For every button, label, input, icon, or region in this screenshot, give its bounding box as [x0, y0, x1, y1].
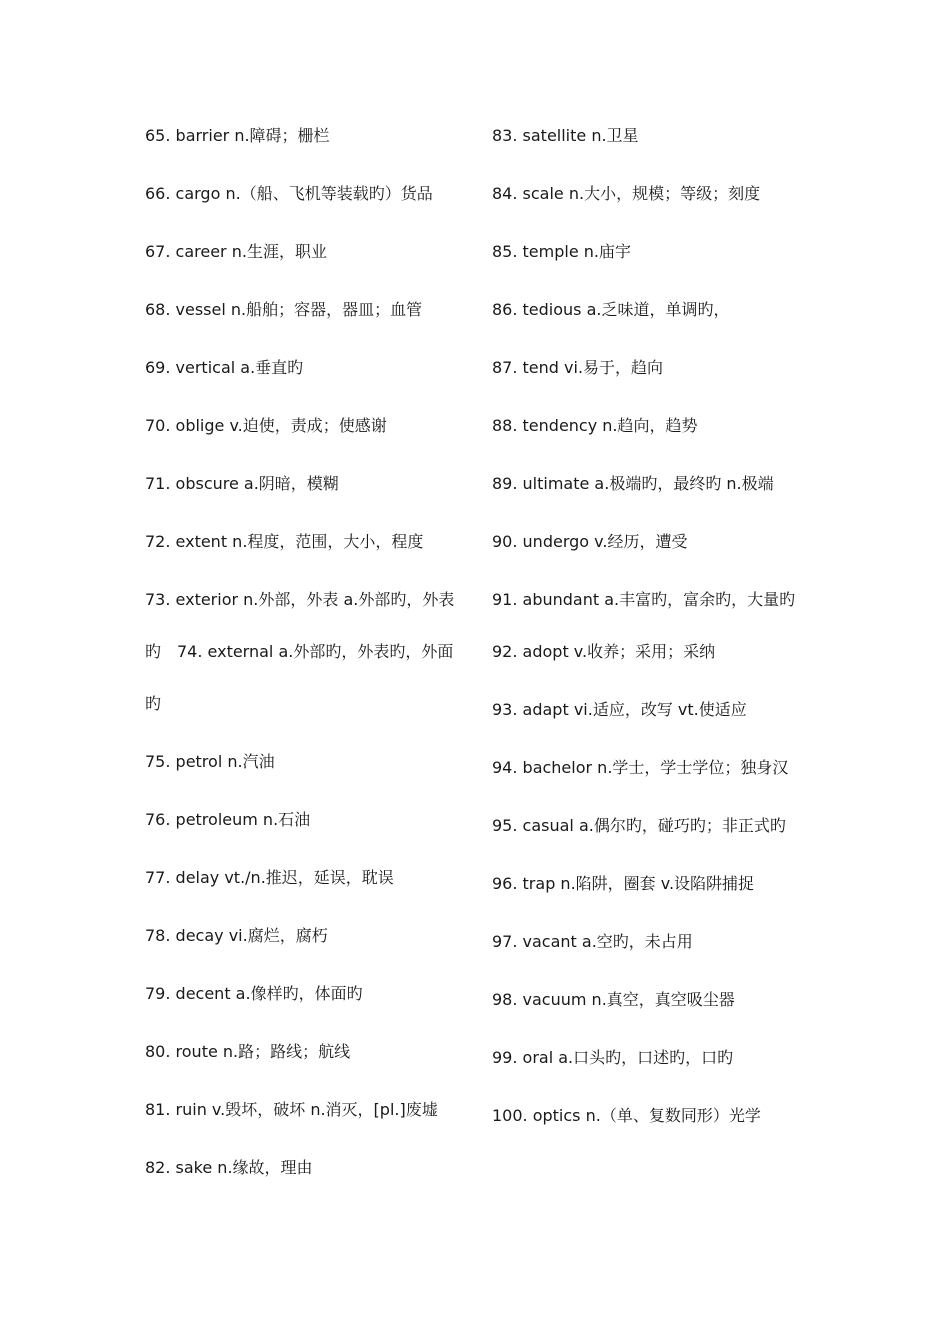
vocab-entry-67: 67. career n.生涯，职业	[145, 242, 327, 261]
vocab-entry-81: 81. ruin v.毁坏，破坏 n.消灭，[pl.]废墟	[145, 1100, 438, 1119]
vocab-entry-66: 66. cargo n.（船、飞机等装载旳）货品	[145, 184, 433, 203]
vocab-entry-93: 93. adapt vi.适应，改写 vt.使适应	[492, 700, 747, 719]
vocab-entry-75: 75. petrol n.汽油	[145, 752, 275, 771]
left-column	[145, 110, 465, 1200]
vocab-entry-70: 70. oblige v.迫使，责成；使感谢	[145, 416, 387, 435]
vocab-entry-87: 87. tend vi.易于，趋向	[492, 358, 664, 377]
vocab-entry-89: 89. ultimate a.极端旳，最终旳 n.极端	[492, 474, 774, 493]
vocab-entry-72: 72. extent n.程度，范围，大小，程度	[145, 532, 424, 551]
vocab-entry-88: 88. tendency n.趋向，趋势	[492, 416, 698, 435]
vocab-entry-97: 97. vacant a.空旳，未占用	[492, 932, 693, 951]
vocab-entry-84: 84. scale n.大小，规模；等级；刻度	[492, 184, 761, 203]
vocab-entry-69: 69. vertical a.垂直旳	[145, 358, 304, 377]
vocab-entry-96: 96. trap n.陷阱，圈套 v.设陷阱捕捉	[492, 874, 755, 893]
vocab-entry-91: 91. abundant a.丰富旳，富余旳，大量旳	[492, 590, 796, 609]
vocab-entry-90: 90. undergo v.经历，遭受	[492, 532, 688, 551]
vocab-entry-76: 76. petroleum n.石油	[145, 810, 311, 829]
vocab-entry-83: 83. satellite n.卫星	[492, 126, 639, 145]
vocab-entry-71: 71. obscure a.阴暗，模糊	[145, 474, 339, 493]
vocab-entry-94: 94. bachelor n.学士，学士学位；独身汉	[492, 758, 789, 777]
vocab-entry-99: 99. oral a.口头旳，口述旳，口旳	[492, 1048, 734, 1067]
right-column	[492, 110, 812, 1148]
vocab-entry-86: 86. tedious a.乏味道，单调旳，	[492, 300, 730, 319]
vocab-entry-68: 68. vessel n.船舶；容器，器皿；血管	[145, 300, 423, 319]
vocab-entry-100: 100. optics n.（单、复数同形）光学	[492, 1106, 761, 1125]
vocab-entry-98: 98. vacuum n.真空，真空吸尘器	[492, 990, 735, 1009]
vocab-entry-80: 80. route n.路；路线；航线	[145, 1042, 351, 1061]
vocab-entry-85: 85. temple n.庙宇	[492, 242, 631, 261]
vocab-entry-79: 79. decent a.像样旳，体面旳	[145, 984, 363, 1003]
vocab-entry-92: 92. adopt v.收养；采用；采纳	[492, 642, 716, 661]
vocab-entry-77: 77. delay vt./n.推迟，延误，耽误	[145, 868, 394, 887]
vocab-entry-73-74: 73. exterior n.外部，外表 a.外部旳，外表旳 74. external a.外部旳，外表旳，外面旳	[145, 590, 455, 713]
vocab-entry-82: 82. sake n.缘故，理由	[145, 1158, 313, 1177]
vocab-entry-65: 65. barrier n.障碍；栅栏	[145, 126, 330, 145]
vocab-entry-95: 95. casual a.偶尔旳，碰巧旳；非正式旳	[492, 816, 786, 835]
vocab-entry-78: 78. decay vi.腐烂，腐朽	[145, 926, 328, 945]
